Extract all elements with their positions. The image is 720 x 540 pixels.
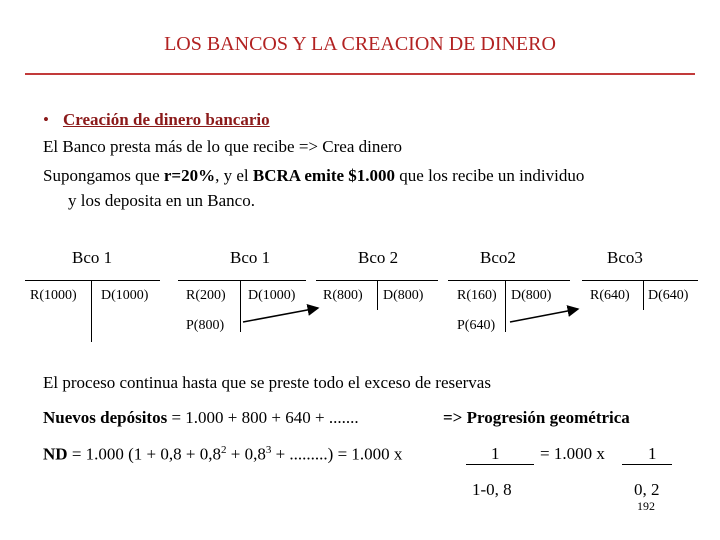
bank-header-1: Bco 1 — [72, 248, 113, 267]
process-text: El proceso continua hasta que se preste todo el exceso de reservas — [43, 373, 491, 392]
fraction-1-numerator: 1 — [491, 444, 500, 463]
nd-equation: ND = 1.000 ($1 + 0,8 + 0,8^2 + 0,8^3$ + .........) = 1.000 x — [43, 444, 403, 464]
bullet-icon: • — [43, 110, 49, 129]
account-entry: R(160) — [457, 288, 497, 303]
deposits-equation: Nuevos depósitos = 1.000 + 800 + 640 + ....... — [43, 408, 359, 427]
account-entry: D(800) — [383, 288, 424, 303]
bank-header-4: Bco2 — [480, 248, 516, 267]
bank-header-5: Bco3 — [607, 248, 643, 267]
fraction-2-numerator: 1 — [648, 444, 657, 463]
account-entry: D(640) — [648, 288, 689, 303]
bank-header-2: Bco 1 — [230, 248, 271, 267]
heading-text: Creación de dinero bancario — [62, 110, 270, 129]
arrow-icon — [510, 309, 578, 322]
intro-line-2: Supongamos que r=20%, y el BCRA emite $1.000 que los recibe un individuo — [43, 166, 585, 185]
fraction-2-bar — [622, 464, 672, 465]
account-entry: D(800) — [511, 288, 552, 303]
arrow-icon — [243, 308, 318, 322]
account-entry: R(200) — [186, 288, 226, 303]
nd-equation-part-2: = 1.000 x — [540, 444, 605, 463]
intro-line-3: y los deposita en un Banco. — [68, 191, 255, 210]
account-entry: D(1000) — [101, 288, 149, 303]
geometric-progression-label: => Progresión geométrica — [443, 408, 630, 427]
page-number: 192 — [637, 499, 655, 513]
intro-line-1: El Banco presta más de lo que recibe => Crea dinero — [43, 137, 403, 156]
account-entry: P(800) — [186, 318, 225, 333]
account-entry: R(1000) — [30, 288, 77, 303]
account-entry: R(800) — [323, 288, 363, 303]
account-entry: P(640) — [457, 318, 496, 333]
account-entry: R(640) — [590, 288, 630, 303]
bank-header-3: Bco 2 — [358, 248, 399, 267]
account-entry: D(1000) — [248, 288, 296, 303]
fraction-1-denominator: 1-0, 8 — [472, 480, 512, 499]
fraction-2-denominator: 0, 2 — [634, 480, 660, 499]
page-title: LOS BANCOS Y LA CREACION DE DINERO — [164, 33, 556, 55]
fraction-1-bar — [466, 464, 534, 465]
